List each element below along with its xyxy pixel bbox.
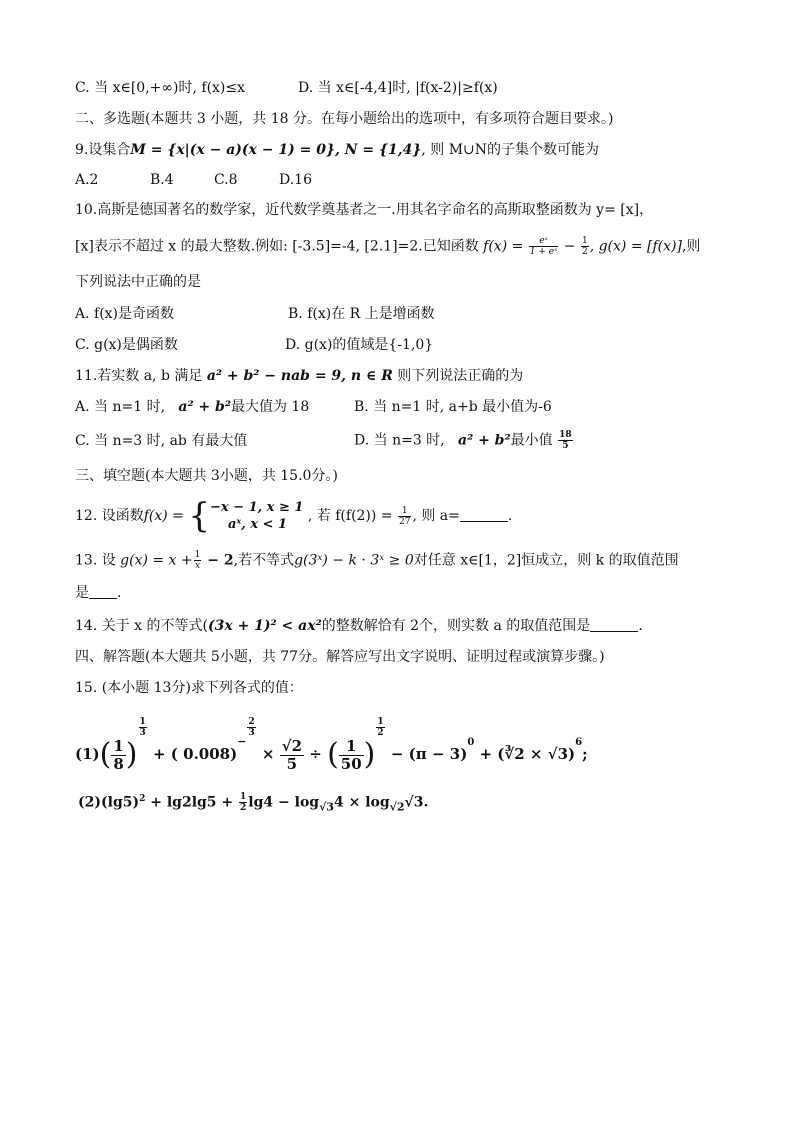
q10-option-a: A. f(x)是奇函数 bbox=[75, 306, 175, 322]
q15-p1-f-exp: 6 bbox=[575, 737, 583, 748]
q10-frac bbox=[529, 236, 559, 257]
q15-p1-b-exp-den: 3 bbox=[248, 728, 255, 738]
q15-p2-b: + lg2lg5 + bbox=[145, 794, 239, 811]
q11-option-d bbox=[354, 430, 574, 451]
q12-stem bbox=[75, 498, 512, 534]
q15-p1-b-exp bbox=[247, 717, 255, 738]
q15-p1-b-exp-num: 2 bbox=[248, 717, 255, 727]
q15-p1-b-exp-sign: − bbox=[237, 735, 247, 748]
q9-option-d: D.16 bbox=[279, 172, 312, 188]
q10-half-den: 2 bbox=[581, 247, 588, 257]
q15-p1-a-exp-num: 1 bbox=[139, 717, 146, 727]
q11-option-d-post: 最小值 bbox=[510, 432, 553, 449]
q13-g-b: − 2 bbox=[202, 552, 234, 569]
q10-line2 bbox=[75, 236, 700, 257]
q15-p2-c: lg4 − log bbox=[248, 794, 320, 811]
q11-option-a bbox=[75, 398, 309, 416]
q11-equation: a² + b² − nab = 9, n ∈ R bbox=[206, 368, 393, 384]
q11-option-d-pre: D. 当 n=3 时, bbox=[354, 432, 445, 449]
q15-p1-b: + ( 0.008) bbox=[153, 745, 238, 763]
q15-p2-a-exp: 2 bbox=[139, 793, 146, 804]
q12-brace: { bbox=[188, 496, 210, 536]
q10-option-d: D. g(x)的值域是{-1,0} bbox=[285, 337, 434, 353]
q10-minus: − bbox=[559, 238, 580, 255]
q15-p2-a: (lg5) bbox=[101, 794, 140, 811]
q15-p1-d-frac bbox=[339, 738, 364, 773]
q15-p2-half-num: 1 bbox=[240, 792, 247, 802]
q12-frac bbox=[398, 506, 411, 527]
q10-line3: 下列说法中正确的是 bbox=[75, 274, 201, 290]
q15-p1-div: ÷ bbox=[309, 745, 322, 763]
q13-stem bbox=[75, 550, 679, 571]
q10-func-f: f(x) = bbox=[483, 238, 524, 255]
q12-pieces bbox=[210, 499, 303, 533]
q15-p1-a-den: 8 bbox=[113, 754, 124, 773]
q15-p1-a-num: 1 bbox=[113, 736, 124, 755]
q15-p1-c-frac bbox=[280, 738, 304, 773]
q8-option-c: C. 当 x∈[0,+∞)时, f(x)≤x bbox=[75, 80, 246, 96]
q13-mid: ,若不等式 bbox=[233, 552, 295, 569]
q15-p2-e: √3. bbox=[404, 794, 429, 811]
q11-option-d-frac bbox=[558, 430, 573, 451]
q15-p1-times: × bbox=[261, 745, 275, 763]
q10-frac-den: 1 + eˣ bbox=[529, 247, 558, 257]
q15-p2-c-sub: √3 bbox=[319, 800, 334, 814]
q14-prefix: 14. 关于 x 的不等式( bbox=[75, 618, 208, 634]
q14-answer-blank[interactable] bbox=[590, 617, 638, 632]
q15-p1-c-num: √2 bbox=[281, 736, 303, 755]
q11-option-a-post: 最大值为 18 bbox=[230, 399, 310, 415]
q10-half-num: 1 bbox=[581, 236, 588, 246]
q13-line2 bbox=[75, 584, 121, 602]
q13-line2-text: 是 bbox=[75, 585, 89, 601]
q12-mid: , 若 f(f(2)) = bbox=[307, 508, 393, 524]
q15-p2-half-den: 2 bbox=[240, 803, 247, 813]
q15-p2-d-sub: √2 bbox=[389, 800, 405, 814]
q13-ineq: g(3ˣ) − k · 3ˣ ≥ 0 bbox=[294, 552, 414, 569]
q15-p1-d-exp bbox=[376, 717, 384, 738]
q15-p2-half bbox=[239, 792, 247, 813]
q9-stem bbox=[75, 141, 599, 159]
q11-stem-a: 11.若实数 a, b 满足 bbox=[75, 368, 203, 384]
q15-p1-e: − (π − 3) bbox=[390, 745, 468, 763]
q10-option-c: C. g(x)是偶函数 bbox=[75, 337, 178, 353]
q15-p1-a-frac bbox=[111, 738, 125, 773]
q10-func-g: , g(x) = [f(x)] bbox=[589, 238, 682, 255]
q11-stem bbox=[75, 367, 523, 385]
q15-part1 bbox=[75, 712, 588, 787]
q15-p1-lparen: ( bbox=[99, 737, 112, 772]
section3-heading: 三、填空题(本大题共 3小题，共 15.0分。) bbox=[75, 468, 338, 484]
q13-suffix: 对任意 x∈[1，2]恒成立，则 k 的取值范围 bbox=[413, 552, 679, 569]
q15-part2 bbox=[78, 792, 428, 817]
q12-suffix: , 则 a= bbox=[412, 508, 460, 524]
q15-p1-e-exp: 0 bbox=[467, 737, 475, 748]
q12-piece1: −x − 1, x ≥ 1 bbox=[210, 500, 304, 515]
q13-prefix: 13. 设 bbox=[75, 552, 116, 569]
q15-p1-end: ; bbox=[582, 745, 588, 763]
q10-option-b: B. f(x)在 R 上是增函数 bbox=[288, 306, 435, 322]
q11-option-d-eq: a² + b² bbox=[458, 432, 511, 449]
q9-option-a: A.2 bbox=[75, 172, 99, 188]
q14-stem bbox=[75, 617, 643, 635]
q14-suffix: 的整数解恰有 2个，则实数 a 的取值范围是 bbox=[321, 618, 591, 634]
q15-stem: 15. (本小题 13分)求下列各式的值： bbox=[75, 680, 303, 696]
q15-p1-d-exp-num: 1 bbox=[377, 717, 384, 727]
q12-prefix: 12. 设函数 bbox=[75, 508, 144, 524]
q15-p1-d-num: 1 bbox=[339, 738, 364, 756]
q9-prefix: 9.设集合 bbox=[75, 142, 131, 158]
q15-p1-d-exp-den: 2 bbox=[377, 728, 384, 738]
q12-f: f(x) = bbox=[143, 508, 184, 524]
q14-ineq: (3x + 1)² < ax² bbox=[207, 618, 322, 634]
q11-option-d-num: 18 bbox=[559, 430, 572, 440]
q11-option-c: C. 当 n=3 时, ab 有最大值 bbox=[75, 433, 248, 449]
q10-line2-text: [x]表示不超过 x 的最大整数.例如: [-3.5]=-4, [2.1]=2.已知函数 bbox=[75, 238, 479, 255]
q13-answer-blank[interactable] bbox=[89, 584, 117, 599]
q15-p1-d-rparen: ) bbox=[363, 737, 376, 772]
q10-half bbox=[581, 236, 589, 257]
section4-heading: 四、解答题(本大题共 5小题，共 77分。解答应写出文字说明、证明过程或演算步骤。) bbox=[75, 649, 605, 665]
q14-end: . bbox=[638, 618, 643, 634]
q15-p1-d-lparen: ( bbox=[327, 737, 339, 772]
q15-p1-a-exp-den: 3 bbox=[139, 728, 146, 738]
q15-p1-f: + (∛2 × √3) bbox=[479, 745, 576, 763]
q11-option-b: B. 当 n=1 时, a+b 最小值为-6 bbox=[354, 399, 552, 415]
q8-option-d: D. 当 x∈[-4,4]时, |f(x-2)|≥f(x) bbox=[298, 80, 498, 96]
q10-frac-num: eˣ bbox=[529, 236, 559, 247]
q15-p1-rparen: ) bbox=[125, 737, 138, 772]
q13-g-a: g(x) = x + bbox=[120, 552, 193, 569]
q11-option-a-eq: a² + b² bbox=[178, 399, 231, 415]
q11-option-d-den: 5 bbox=[562, 441, 569, 451]
q10-line1: 10.高斯是德国著名的数学家，近代数学奠基者之一.用其名字命名的高斯取整函数为 y= [x]， bbox=[75, 202, 654, 218]
q15-p1-a-exp bbox=[139, 717, 147, 738]
q13-den: x bbox=[195, 561, 201, 571]
q11-stem-b: 则下列说法正确的为 bbox=[392, 368, 524, 384]
q9-suffix: , 则 M∪N的子集个数可能为 bbox=[421, 142, 600, 158]
q12-piece2: aˣ, x < 1 bbox=[228, 517, 288, 532]
section2-heading: 二、多选题(本题共 3 小题，共 18 分。在每小题给出的选项中，有多项符合题目要求。) bbox=[75, 111, 614, 127]
q13-line2-end: . bbox=[117, 585, 122, 601]
q9-option-b: B.4 bbox=[150, 172, 174, 188]
q12-end: . bbox=[507, 508, 513, 524]
q13-frac bbox=[194, 550, 202, 571]
q9-set: M = {x|(x − a)(x − 1) = 0}, N = {1,4} bbox=[130, 142, 422, 158]
q13-num: 1 bbox=[194, 550, 201, 560]
q15-p1-label: (1) bbox=[75, 745, 100, 763]
q12-num: 1 bbox=[398, 506, 411, 517]
q12-den: 27 bbox=[399, 516, 411, 527]
q10-line2-end: ,则 bbox=[681, 238, 701, 255]
q15-p2-label: (2) bbox=[78, 794, 101, 811]
q12-answer-blank[interactable] bbox=[460, 507, 508, 522]
q15-p1-d-den: 50 bbox=[340, 754, 362, 773]
q11-option-a-pre: A. 当 n=1 时, bbox=[75, 399, 166, 415]
q15-p2-d: 4 × log bbox=[333, 794, 390, 811]
q15-p1-c-den: 5 bbox=[286, 754, 298, 773]
q9-option-c: C.8 bbox=[214, 172, 238, 188]
